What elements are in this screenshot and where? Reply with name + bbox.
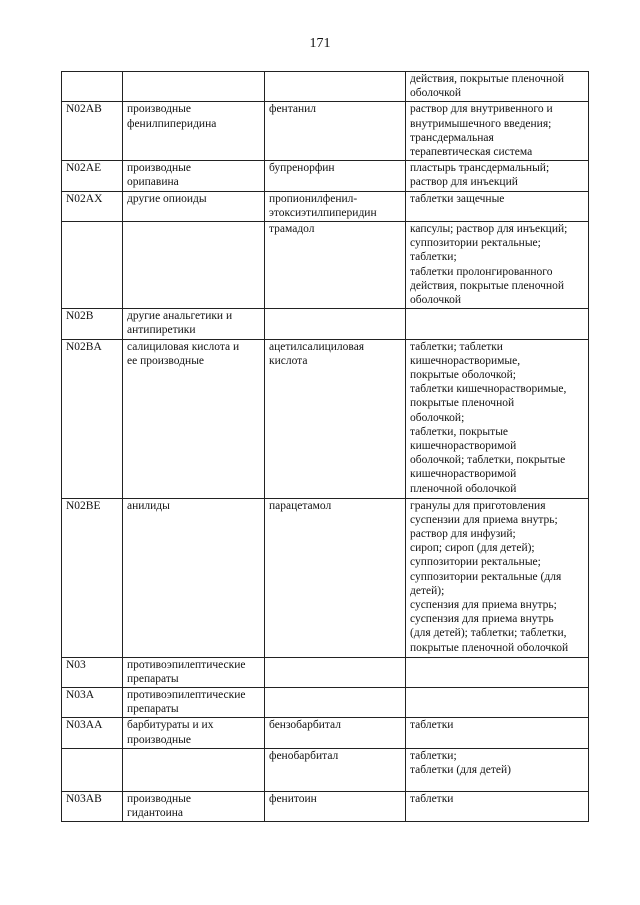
group-name-line: гидантоина	[127, 807, 184, 820]
dosage-forms-cell	[406, 657, 589, 687]
atc-code-cell	[62, 748, 123, 791]
dosage-forms-cell	[406, 339, 589, 498]
dosage-forms-line: таблетки	[410, 792, 454, 805]
atc-code-cell: N03	[62, 657, 123, 687]
atc-code-cell: N03AB	[62, 791, 123, 821]
atc-code-cell: N03A	[62, 688, 123, 718]
dosage-forms-line: оболочкой	[410, 87, 462, 100]
dosage-forms-cell	[406, 748, 589, 791]
group-name-line: производные	[127, 733, 191, 746]
dosage-forms-line: действия, покрытые пленочной	[410, 279, 565, 292]
table-row	[62, 339, 589, 498]
dosage-forms-line: детей);	[410, 584, 445, 597]
group-name-line: антипиретики	[127, 324, 196, 337]
group-name-cell	[123, 748, 265, 791]
table-row	[62, 791, 589, 821]
drug-name-line: фенитоин	[269, 792, 317, 805]
drug-name-line: фентанил	[269, 103, 317, 116]
group-name-cell	[123, 191, 265, 221]
group-name-cell	[123, 718, 265, 748]
dosage-forms-line: суппозитории ректальные;	[410, 556, 541, 569]
dosage-forms-line: суспензия для приема внутрь;	[410, 599, 557, 612]
dosage-forms-line: таблетки (для детей)	[410, 764, 511, 777]
atc-code-cell: N02BA	[62, 339, 123, 498]
group-name-line: противоэпилептические	[127, 689, 246, 702]
group-name-cell	[123, 339, 265, 498]
dosage-forms-cell	[406, 791, 589, 821]
dosage-forms-line: пластырь трансдермальный;	[410, 162, 550, 175]
group-name-line: производные	[127, 103, 191, 116]
group-name-line: ее производные	[127, 354, 205, 367]
table-row	[62, 161, 589, 191]
dosage-forms-line: кишечнорастворимой	[410, 440, 517, 453]
group-name-cell	[123, 688, 265, 718]
group-name-cell	[123, 498, 265, 657]
drug-name-line: ацетилсалициловая	[269, 340, 365, 353]
atc-code-cell: N02AX	[62, 191, 123, 221]
table-row	[62, 657, 589, 687]
dosage-forms-cell	[406, 309, 589, 339]
drug-name-cell	[265, 309, 406, 339]
drug-name-cell	[265, 791, 406, 821]
atc-code-cell: N02B	[62, 309, 123, 339]
group-name-line: другие анальгетики и	[127, 310, 233, 323]
table-row	[62, 72, 589, 102]
table-row	[62, 498, 589, 657]
drug-name-cell	[265, 748, 406, 791]
table-row	[62, 718, 589, 748]
dosage-forms-line: (для детей); таблетки; таблетки,	[410, 627, 567, 640]
group-name-cell	[123, 72, 265, 102]
drug-name-cell	[265, 657, 406, 687]
drug-name-cell	[265, 718, 406, 748]
atc-code-cell	[62, 72, 123, 102]
group-name-cell	[123, 161, 265, 191]
dosage-forms-line: действия, покрытые пленочной	[410, 73, 565, 85]
group-name-cell	[123, 222, 265, 309]
drug-name-line: бупренорфин	[269, 162, 335, 175]
atc-code-cell: N03AA	[62, 718, 123, 748]
atc-code-cell: N02AB	[62, 102, 123, 161]
dosage-forms-line: кишечнорастворимой	[410, 468, 517, 481]
drug-name-line: пропионилфенил-	[269, 192, 358, 205]
group-name-cell	[123, 791, 265, 821]
group-name-line: анилиды	[127, 499, 170, 512]
dosage-forms-line: раствор для инфузий;	[410, 528, 516, 541]
dosage-forms-line: таблетки кишечнорастворимые,	[410, 383, 567, 396]
group-name-cell	[123, 657, 265, 687]
atc-code-cell: N02BE	[62, 498, 123, 657]
drug-name-cell	[265, 72, 406, 102]
dosage-forms-cell	[406, 718, 589, 748]
dosage-forms-line: суспензия для приема внутрь	[410, 613, 554, 626]
group-name-line: препараты	[127, 703, 179, 716]
group-name-line: препараты	[127, 672, 179, 685]
dosage-forms-line: покрытые оболочкой;	[410, 369, 516, 382]
atc-code-cell	[62, 222, 123, 309]
group-name-cell	[123, 102, 265, 161]
drug-name-cell	[265, 191, 406, 221]
table-row	[62, 222, 589, 309]
dosage-forms-line: покрытые пленочной оболочкой	[410, 641, 569, 654]
dosage-forms-line: терапевтическая система	[410, 146, 533, 159]
dosage-forms-line: таблетки пролонгированного	[410, 265, 553, 278]
dosage-forms-line: таблетки, покрытые	[410, 425, 509, 438]
drug-name-line: парацетамол	[269, 499, 332, 512]
drug-table	[61, 71, 589, 822]
dosage-forms-line: таблетки	[410, 719, 454, 732]
group-name-cell	[123, 309, 265, 339]
dosage-forms-cell	[406, 191, 589, 221]
drug-name-line: этоксиэтилпиперидин	[269, 206, 377, 219]
dosage-forms-line: кишечнорастворимые,	[410, 354, 521, 367]
dosage-forms-line: капсулы; раствор для инъекций;	[410, 223, 568, 236]
drug-name-line: бензобарбитал	[269, 719, 342, 732]
drug-name-cell	[265, 222, 406, 309]
dosage-forms-line: раствор для инъекций	[410, 176, 518, 189]
dosage-forms-line: оболочкой; таблетки, покрытые	[410, 454, 566, 467]
group-name-line: другие опиоиды	[127, 192, 207, 205]
group-name-line: производные	[127, 162, 191, 175]
dosage-forms-line: таблетки;	[410, 749, 457, 762]
dosage-forms-line: гранулы для приготовления	[410, 499, 546, 512]
table-row	[62, 191, 589, 221]
dosage-forms-cell	[406, 688, 589, 718]
group-name-line: салициловая кислота и	[127, 340, 240, 353]
table-body	[62, 72, 589, 822]
drug-name-line: трамадол	[269, 223, 315, 236]
table-row	[62, 309, 589, 339]
dosage-forms-cell	[406, 222, 589, 309]
drug-name-cell	[265, 102, 406, 161]
table-row	[62, 748, 589, 791]
dosage-forms-line: таблетки;	[410, 251, 457, 264]
page-number: 171	[309, 36, 331, 51]
dosage-forms-line: сироп; сироп (для детей);	[410, 542, 535, 555]
dosage-forms-cell	[406, 72, 589, 102]
dosage-forms-line: суппозитории ректальные (для	[410, 570, 562, 583]
group-name-line: производные	[127, 792, 191, 805]
drug-name-line: кислота	[269, 354, 308, 367]
group-name-line: орипавина	[127, 176, 179, 189]
dosage-forms-line: покрытые пленочной	[410, 397, 515, 410]
group-name-line: фенилпиперидина	[127, 117, 217, 130]
dosage-forms-line: суппозитории ректальные;	[410, 237, 541, 250]
dosage-forms-cell	[406, 161, 589, 191]
dosage-forms-line: таблетки; таблетки	[410, 340, 503, 353]
dosage-forms-line: трансдермальная	[410, 131, 494, 144]
dosage-forms-cell	[406, 498, 589, 657]
drug-name-cell	[265, 498, 406, 657]
dosage-forms-line: оболочкой;	[410, 411, 465, 424]
table-row	[62, 688, 589, 718]
dosage-forms-line: оболочкой	[410, 294, 462, 307]
dosage-forms-line: внутримышечного введения;	[410, 117, 552, 130]
atc-code-cell: N02AE	[62, 161, 123, 191]
dosage-forms-line: раствор для внутривенного и	[410, 103, 553, 116]
drug-name-cell	[265, 339, 406, 498]
table-row	[62, 102, 589, 161]
group-name-line: противоэпилептические	[127, 658, 246, 671]
drug-name-cell	[265, 688, 406, 718]
dosage-forms-line: суспензии для приема внутрь;	[410, 513, 558, 526]
dosage-forms-line: таблетки защечные	[410, 192, 505, 205]
drug-name-cell	[265, 161, 406, 191]
group-name-line: барбитураты и их	[127, 719, 214, 732]
drug-name-line: фенобарбитал	[269, 749, 339, 762]
dosage-forms-line: пленочной оболочкой	[410, 482, 517, 495]
dosage-forms-cell	[406, 102, 589, 161]
